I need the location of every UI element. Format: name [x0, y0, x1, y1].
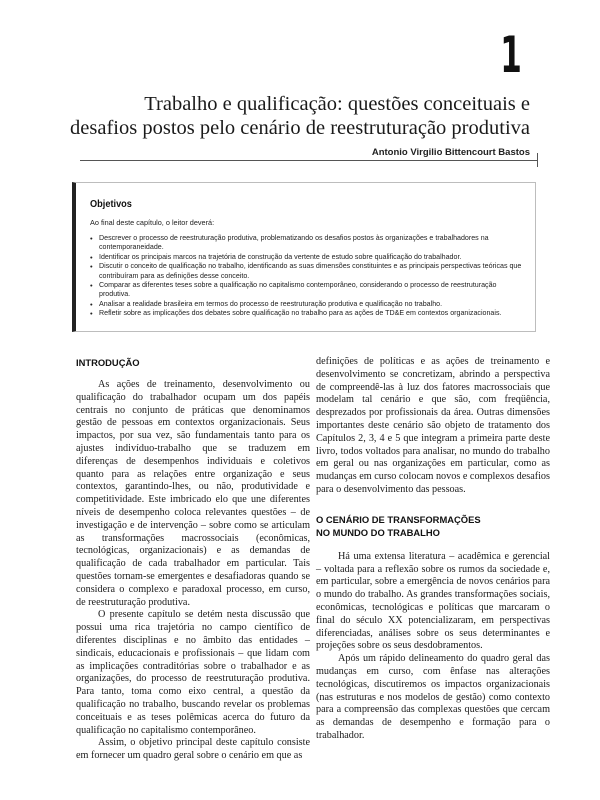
- right-column: [316, 356, 550, 743]
- title-rule-tick: [537, 153, 538, 167]
- intro-paragraph-1: As ações de treinamento, desenvolvimento ou qualificação do trabalhador ocupam um dos papéis centrais no conjunto de práticas que denominamos gestão de pessoas em contextos organizacionais. Seus impactos, por sua vez, são fundamentais tanto para os ajustes indivíduo-trabalho que se traduzem em diferenças de desempenhos individuais e coletivos quanto para as relações entre organização e seus contextos, garantindo-lhes, ou não, produtividade e competitividade. Este imbricado elo que une diferentes níveis de desempenho coloca relevantes questões – de investigação e de intervenção – sobre como se articulam as transformações macrossociais (econômicas, tecnológicas, organizacionais) e as demandas de qualificação de cada trabalhador em particular. Tais questões tornam-se emergentes e desafiadoras quando se considera o complexo e paradoxal processo, em curso, de reestruturação produtiva.: [76, 379, 310, 608]
- intro-paragraph-3-continued: [316, 356, 550, 497]
- chapter-number: 1: [500, 26, 522, 84]
- intro-paragraph-3: [76, 737, 310, 763]
- objective-item: • Comparar as diferentes teses sobre a qualificação no capitalismo contemporâneo, considerando o processo de reestruturação produtiva.: [90, 281, 525, 300]
- chapter-title: [60, 92, 530, 140]
- author-name: Antonio Virgilio Bittencourt Bastos: [371, 147, 530, 158]
- intro-heading: INTRODUÇÃO: [76, 357, 140, 368]
- objective-item: • Discutir o conceito de qualificação no trabalho, identificando as suas dimensões constituintes e as principais perspectivas teóricas que contribuíram para as definições desse conceito.: [90, 262, 525, 281]
- objective-item: • Refletir sobre as implicações dos debates sobre qualificação no trabalho para as ações de TD&E em contextos organizacionais.: [90, 309, 525, 318]
- objectives-heading: Objetivos: [90, 199, 132, 210]
- objective-item: • Descrever o processo de reestruturação produtiva, problematizando os desafios postos às organizações e trabalhadores na contemporaneidade.: [90, 234, 525, 253]
- scenario-paragraph-2: Após um rápido delineamento do quadro geral das mudanças em curso, com ênfase nas alterações tecnológicas, discutiremos os impactos organizacionais (nas estruturas e nos modelos de gestão) como contexto para a compreensão das complexas questões que cercam as demandas de desempenho e formação para o trabalhador.: [316, 653, 550, 741]
- intro-paragraph-2: O presente capítulo se detém nesta discussão que possui uma rica trajetória no campo científico de diferentes disciplinas e no âmbito das entidades – sindicais, educacionais e profissionais – que lidam com as implicações contraditórias sobre o trabalhador e as organizações, do processo de reestruturação produtiva. Para tanto, toma como eixo central, a questão da qualificação no trabalho, buscando revelar os problemas conceituais e as teses polêmicas acerca do futuro da qualificação no capitalismo contemporâneo.: [76, 609, 310, 736]
- chapter-title-line-2: desafios postos pelo cenário de reestruturação produtiva: [70, 117, 530, 139]
- objective-item: • Analisar a realidade brasileira em termos do processo de reestruturação produtiva e qualificação no trabalho.: [90, 300, 525, 309]
- left-column: [76, 356, 310, 763]
- objectives-box: [72, 182, 536, 332]
- objectives-intro: Ao final deste capítulo, o leitor deverá:: [90, 218, 215, 227]
- objective-item: • Identificar os principais marcos na trajetória de construção da vertente de estudo sobre qualificação do trabalhador.: [90, 253, 525, 262]
- intro-paragraph-3-text: Assim, o objetivo principal deste capítulo consiste em fornecer um quadro geral sobre o cenário em que as: [76, 737, 310, 762]
- scenario-heading: [316, 513, 550, 539]
- scenario-heading-line-2: NO MUNDO DO TRABALHO: [316, 526, 440, 538]
- title-rule: [80, 160, 538, 161]
- scenario-paragraph-1: Há uma extensa literatura – acadêmica e gerencial – voltada para a reflexão sobre os rumos da sociedade e, em particular, sobre a emergência de novos cenários para o mundo do trabalho. As grandes transformações sociais, econômicas, tecnológicas e políticas que marcaram o final do século XX potencializaram, em perspectivas diferenciadas, análises sobre os seus determinantes e projeções sobre os seus desdobramentos.: [316, 550, 550, 652]
- intro-paragraph-3-continued-text: definições de políticas e as ações de treinamento e desenvolvimento se concretizam, abrindo a perspectiva de compreendê-las à luz dos fatores macrossociais que modelam tal cenário e que são, com freqüência, desprezados por profissionais da área. Outras dimensões importantes deste cenário são objeto de tratamento dos Capítulos 2, 3, 4 e 5 que integram a primeira parte deste livro, todos voltados para analisar, no mundo do trabalho em geral ou nas organizações em particular, como as mudanças em curso colocam novos e complexos desafios para o desenvolvimento das pessoas.: [316, 356, 550, 495]
- scenario-heading-line-1: O CENÁRIO DE TRANSFORMAÇÕES: [316, 513, 481, 525]
- chapter-title-line-1: Trabalho e qualificação: questões conceituais e: [144, 93, 530, 115]
- objectives-list: [90, 234, 525, 319]
